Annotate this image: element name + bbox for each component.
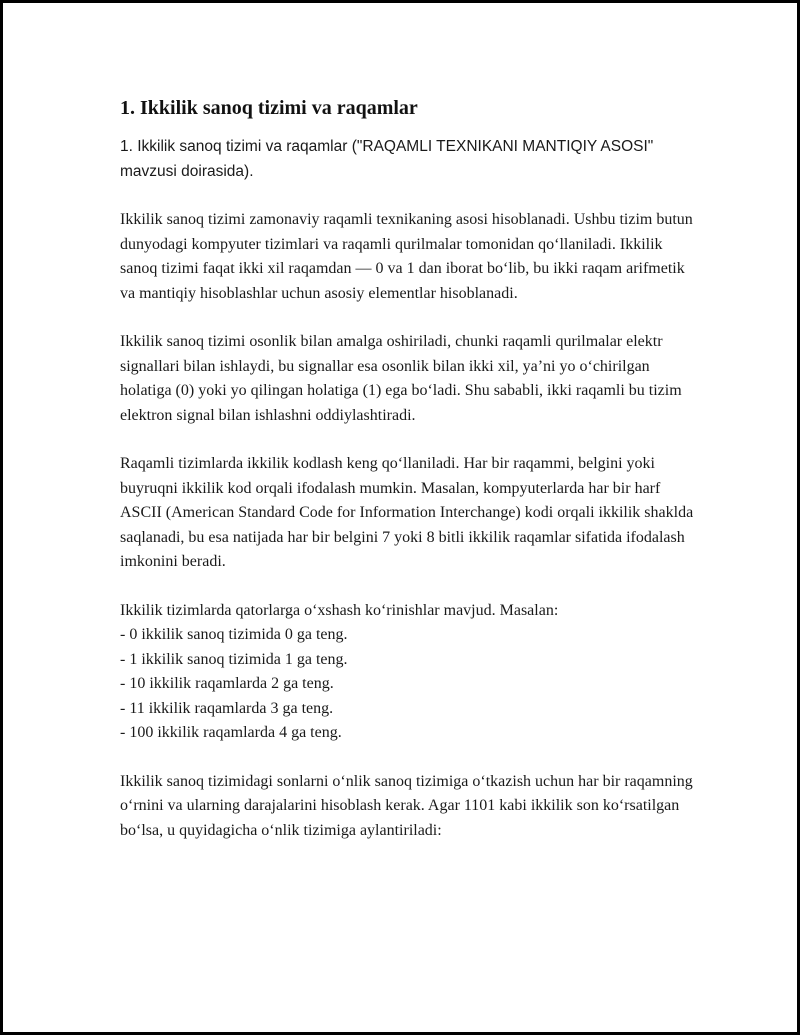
examples-list: [120, 623, 697, 746]
paragraph-encoding: Raqamli tizimlarda ikkilik kodlash keng qo‘llaniladi. Har bir raqammi, belgini yoki buyruqni ikkilik kod orqali ifodalash mumkin. Masalan, kompyuterlarda har bir harf ASCII (American Standard Code for Information Interchange) kodi orqali ikkilik shaklda saqlanadi, bu esa natijada har bir belgini 7 yoki 8 bitli ikkilik raqamlar sifatida ifodalash imkonini beradi.: [120, 455, 694, 570]
paragraph-binary-basis: Ikkilik sanoq tizimi zamonaviy raqamli texnikaning asosi hisoblanadi. Ushbu tizim butun dunyodagi kompyuter tizimlari va raqamli qurilmalar tomonidan qo‘llaniladi. Ikkilik sanoq tizimi faqat ikki xil raqamdan — 0 va 1 dan iborat bo‘lib, bu ikki raqam arifmetik va mantiqiy hisoblashlar uchun asosiy elementlar hisoblanadi.: [120, 211, 693, 302]
list-item: - 100 ikkilik raqamlarda 4 ga teng.: [120, 724, 342, 741]
list-item: - 11 ikkilik raqamlarda 3 ga teng.: [120, 699, 334, 717]
intro-paragraph: 1. Ikkilik sanoq tizimi va raqamlar ("RAQAMLI TEXNIKANI MANTIQIY ASOSI" mavzusi doirasida).: [120, 138, 654, 180]
list-item: - 0 ikkilik sanoq tizimida 0 ga teng.: [120, 626, 348, 643]
paragraph-conversion: Ikkilik sanoq tizimidagi sonlarni o‘nlik sanoq tizimiga o‘tkazish uchun har bir raqamning o‘rnini va ularning darajalarini hisoblash kerak. Agar 1101 kabi ikkilik son ko‘rsatilgan bo‘lsa, u quyidagicha o‘nlik tizimiga aylantiriladi:: [120, 772, 693, 839]
examples-intro: Ikkilik tizimlarda qatorlarga o‘xshash ko‘rinishlar mavjud. Masalan:: [120, 601, 559, 619]
list-item: - 1 ikkilik sanoq tizimida 1 ga teng.: [120, 650, 348, 668]
document-title: 1. Ikkilik sanoq tizimi va raqamlar: [120, 97, 418, 119]
list-item: - 10 ikkilik raqamlarda 2 ga teng.: [120, 675, 334, 692]
examples-block: [120, 599, 697, 746]
paragraph-signals: Ikkilik sanoq tizimi osonlik bilan amalga oshiriladi, chunki raqamli qurilmalar elektr signallari bilan ishlaydi, bu signallar esa osonlik bilan ikki xil, ya’ni yo o‘chirilgan holatiga (0) yoki yo qilingan holatiga (1) ega bo‘ladi. Shu sababli, ikki raqamli bu tizim elektron signal bilan ishlashni oddiylashtiradi.: [120, 333, 682, 424]
